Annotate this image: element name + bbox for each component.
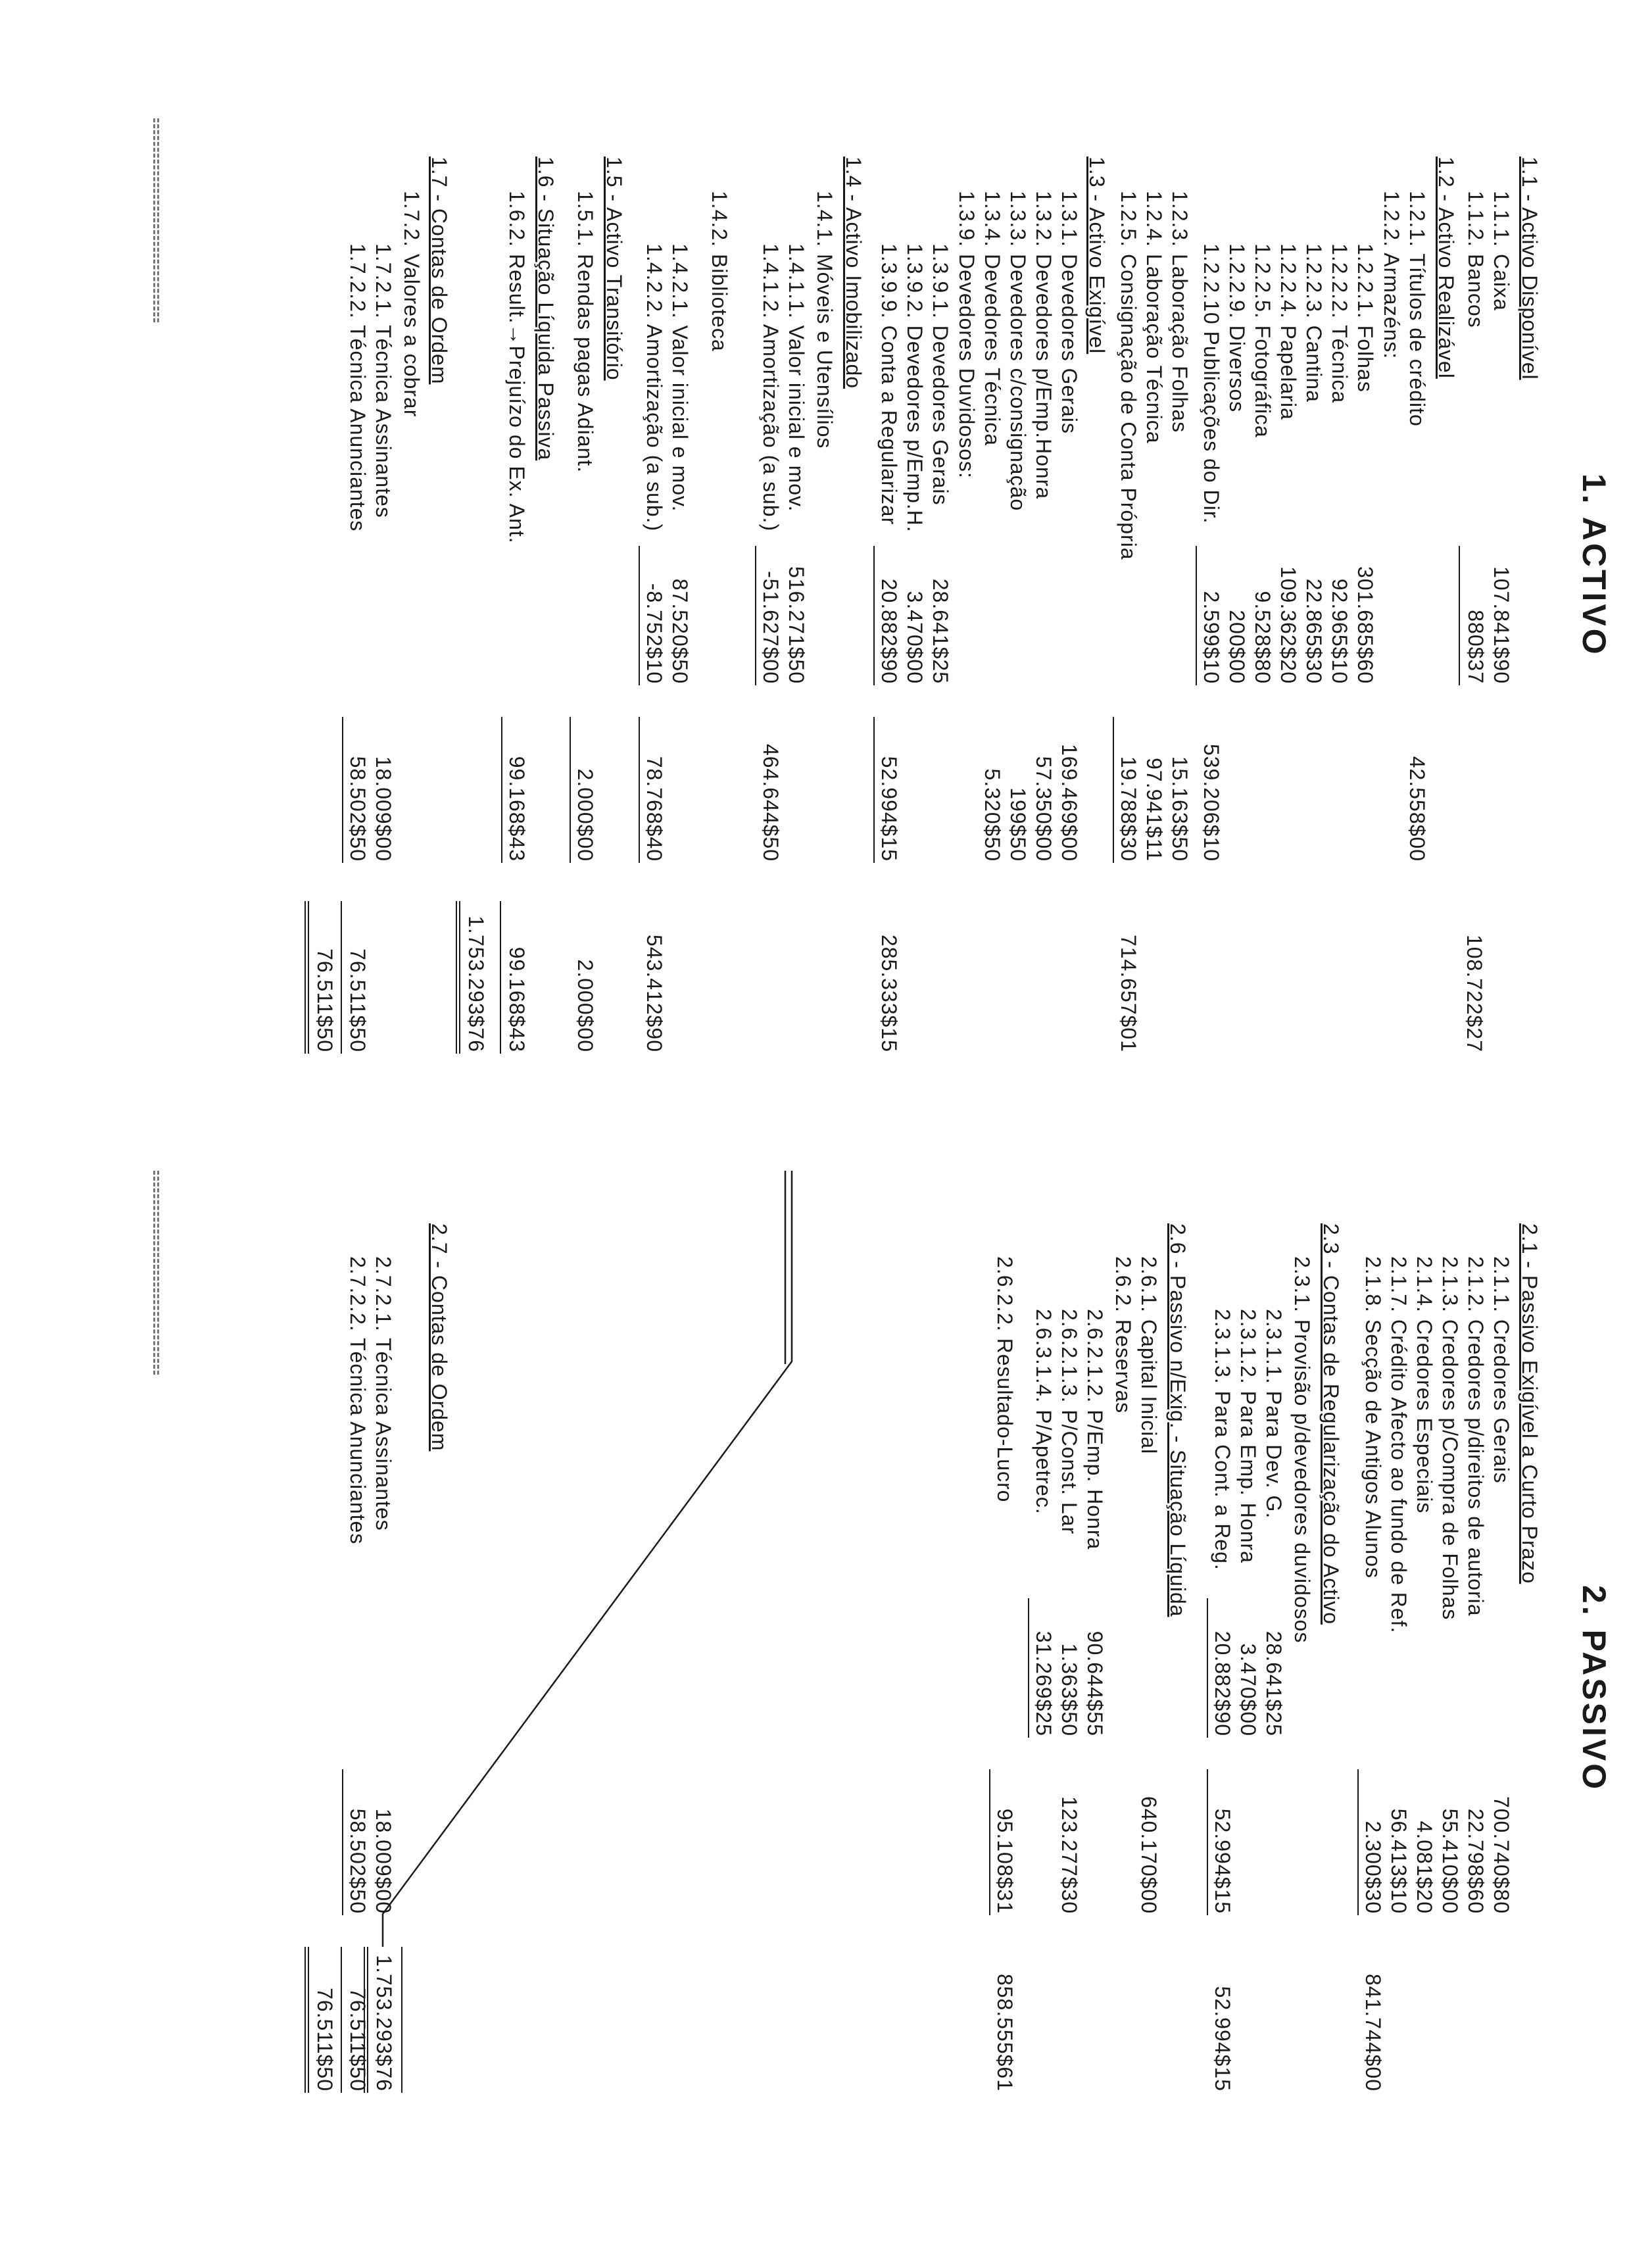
s132-label: 1.3.2. Devedores p/Emp.Honra xyxy=(1032,191,1056,500)
s16-total: 99.168$43 xyxy=(505,946,529,1052)
s134-value: 5.320$50 xyxy=(981,768,1004,862)
s122-subtotal: 539.206$10 xyxy=(1200,743,1223,862)
s21-label: 2.1 - Passivo Exigível a Curto Prazo xyxy=(1518,1223,1542,1584)
s112-value: 880$37 xyxy=(1464,610,1488,684)
s26213-value: 1.363$50 xyxy=(1057,1643,1081,1736)
s133-label: 1.3.3. Devedores c/consignação xyxy=(1006,191,1030,512)
s2311-value: 28.641$25 xyxy=(1262,1630,1286,1736)
s1225-label: 1.2.2.5. Fotográfica xyxy=(1251,243,1275,438)
s12210-label: 1.2.2.10 Publicações do Dir. xyxy=(1200,243,1223,524)
s262-subtotal: 123.277$30 xyxy=(1057,1796,1081,1914)
s17-total: 76.511$50 xyxy=(313,948,337,1052)
s134-label: 1.3.4. Devedores Técnica xyxy=(981,191,1004,447)
s141-subtotal: 464.644$50 xyxy=(759,743,783,862)
s122-label: 1.2.2. Armazéns: xyxy=(1380,191,1403,360)
s261-label: 2.6.1. Capital Inicial xyxy=(1137,1256,1161,1455)
s2722-value: 58.502$50 xyxy=(346,1808,370,1914)
s231-subtotal: 52.994$15 xyxy=(1211,1808,1234,1914)
s139-label: 1.3.9. Devedores Duvidosos: xyxy=(955,191,979,479)
s123-label: 1.2.3. Laboração Folhas xyxy=(1168,191,1192,433)
s111-value: 107.841$90 xyxy=(1490,566,1513,684)
s13-label: 1.3 - Activo Exigível xyxy=(1085,157,1109,355)
s1412-label: 1.4.1.2. Amortização (a sub.) xyxy=(759,243,783,532)
s142-subtotal: 78.768$40 xyxy=(643,756,666,862)
s1721-value: 18.009$00 xyxy=(372,756,395,862)
s1392-value: 3.470$00 xyxy=(903,591,927,684)
s212-value: 22.798$60 xyxy=(1464,1808,1488,1914)
s124-value: 97.941$11 xyxy=(1142,758,1166,862)
s162-label: 1.6.2. Result.→Prejuízo do Ex. Ant. xyxy=(505,191,529,544)
s111-label: 1.1.1. Caixa xyxy=(1490,191,1513,311)
s172-label: 1.7.2. Valores a cobrar xyxy=(400,191,424,418)
s12-label: 1.2 - Activo Realizável xyxy=(1434,157,1458,379)
s162-value: 99.168$43 xyxy=(505,756,529,862)
s121-label: 1.2.1. Títulos de crédito xyxy=(1405,191,1429,427)
s15-total: 2.000$00 xyxy=(573,959,597,1052)
s26213-label: 2.6.2.1.3. P/Const. Lar xyxy=(1057,1309,1081,1535)
s23-label: 2.3 - Contas de Regularização do Activo xyxy=(1319,1223,1343,1625)
s16-label: 1.6 - Situação Líquida Passiva xyxy=(534,157,558,461)
s11-total: 108.722$27 xyxy=(1463,934,1486,1052)
s1222-label: 1.2.2.2. Técnica xyxy=(1328,243,1351,404)
s1722-value: 58.502$50 xyxy=(346,756,370,862)
s1391-value: 28.641$25 xyxy=(929,578,952,684)
s1391-label: 1.3.9.1. Devedores Gerais xyxy=(929,243,952,506)
s1392-label: 1.3.9.2. Devedores p/Emp.H. xyxy=(903,243,927,533)
s1722-label: 1.7.2.2. Técnica Anunciantes xyxy=(346,243,370,532)
s125-value: 19.788$30 xyxy=(1117,756,1140,862)
passivo-title: 2. PASSIVO xyxy=(1576,1585,1613,1792)
s218-label: 2.1.8. Secção de Antigos Alunos xyxy=(1361,1256,1385,1579)
s15-label: 1.5 - Activo Transitório xyxy=(602,157,626,381)
s125-label: 1.2.5. Consignação de Conta Própria xyxy=(1117,191,1140,560)
s2312-value: 3.470$00 xyxy=(1236,1643,1260,1736)
s26-total: 858.555$61 xyxy=(993,1973,1017,2092)
s141-label: 1.4.1. Móveis e Utensílios xyxy=(813,191,837,449)
s2721-label: 2.7.2.1. Técnica Assinantes xyxy=(372,1256,395,1531)
s151-value: 2.000$00 xyxy=(573,768,597,862)
activo-grand-total: 1.753.293$76 xyxy=(464,916,488,1052)
s217-label: 2.1.7. Crédito Afecto ao fundo de Ref. xyxy=(1387,1256,1411,1634)
s1411-label: 1.4.1.1. Valor inicial e mov. xyxy=(785,243,808,512)
s211-value: 700.740$80 xyxy=(1490,1796,1513,1914)
s2313-label: 2.3.1.3. Para Cont. a Reg. xyxy=(1211,1309,1234,1571)
s2313-value: 20.882$90 xyxy=(1211,1630,1234,1736)
s213-label: 2.1.3. Credores p/Compra de Folhas xyxy=(1438,1256,1462,1621)
s23-total: 52.994$15 xyxy=(1211,1986,1234,2092)
s212-label: 2.1.2. Credores p/direitos de autoria xyxy=(1464,1256,1488,1617)
s1221-label: 1.2.2.1. Folhas xyxy=(1353,243,1377,393)
s1399-value: 20.882$90 xyxy=(877,578,901,684)
s1223-label: 1.2.2.3. Cantina xyxy=(1302,243,1326,403)
s12-total: 714.657$01 xyxy=(1117,934,1140,1052)
s2312-label: 2.3.1.2. Para Emp. Honra xyxy=(1236,1309,1260,1563)
s151-label: 1.5.1. Rendas pagas Adiant. xyxy=(573,191,597,474)
s17-label: 1.7 - Contas de Ordem xyxy=(427,157,451,385)
s218-value: 2.300$30 xyxy=(1361,1821,1385,1914)
s27-subtotal: 76.511$50 xyxy=(346,1988,370,2092)
s27-total-double-rule xyxy=(304,1947,309,2093)
s217-value: 56.413$10 xyxy=(1387,1808,1411,1914)
s262-label: 2.6.2. Reservas xyxy=(1111,1256,1135,1414)
s1422-value: -8.752$10 xyxy=(643,583,666,684)
s26212-label: 2.6.2.1.2. P/Emp. Honra xyxy=(1083,1309,1107,1550)
s13-total: 285.333$15 xyxy=(877,934,901,1052)
s1721-label: 1.7.2.1. Técnica Assinantes xyxy=(372,243,395,518)
s1421-label: 1.4.2.1. Valor inicial e mov. xyxy=(668,243,692,512)
s231-label: 2.3.1. Provisão p/devedores duvidosos xyxy=(1290,1256,1314,1644)
s17-subtotal: 76.511$50 xyxy=(346,948,370,1052)
s1422-label: 1.4.2.2. Amortização (a sub.) xyxy=(643,243,666,532)
s124-label: 1.2.4. Laboração Técnica xyxy=(1142,191,1166,444)
s211-label: 2.1.1. Credores Gerais xyxy=(1490,1256,1513,1484)
s1412-value: -51.627$00 xyxy=(759,571,783,684)
s27-total-rule xyxy=(341,1947,342,2093)
s27-total: 76.511$50 xyxy=(313,1988,337,2092)
s1221-value: 301.685$60 xyxy=(1353,566,1377,684)
s112-label: 1.1.2. Bancos xyxy=(1464,191,1488,328)
s26-label: 2.6 - Passivo n/Exig. - Situação Líquida xyxy=(1166,1223,1190,1617)
passivo-total-rule xyxy=(401,1947,402,2093)
s1229-label: 1.2.2.9. Diversos xyxy=(1225,243,1249,413)
s14-total: 543.412$90 xyxy=(643,934,666,1052)
s14-label: 1.4 - Activo Imobilizado xyxy=(842,157,865,389)
s27-sub-rule xyxy=(342,1769,343,1915)
s1222-value: 92.965$10 xyxy=(1328,578,1351,684)
s21-total: 841.744$00 xyxy=(1361,1973,1385,2092)
s214-value: 4.081$20 xyxy=(1413,1821,1436,1914)
s26314-value: 31.269$25 xyxy=(1032,1630,1056,1736)
passivo-end-dashed-rule xyxy=(153,1171,159,1375)
s2722-label: 2.7.2.2. Técnica Anunciantes xyxy=(346,1256,370,1545)
s1411-value: 516.271$50 xyxy=(785,566,808,684)
s1224-label: 1.2.2.4. Papelaria xyxy=(1276,243,1300,420)
s131-label: 1.3.1. Devedores Gerais xyxy=(1057,191,1081,434)
s1229-value: 200$00 xyxy=(1225,610,1249,684)
s2622-value: 95.108$31 xyxy=(993,1808,1017,1914)
s139-subtotal: 52.994$15 xyxy=(877,756,901,862)
s123-value: 15.163$50 xyxy=(1168,756,1192,862)
s1223-value: 22.865$30 xyxy=(1302,578,1326,684)
s2721-value: 18.009$00 xyxy=(372,1808,395,1914)
passivo-grand-total: 1.753.293$76 xyxy=(372,1955,396,2092)
s1421-value: 87.520$50 xyxy=(668,578,692,684)
s132-value: 57.350$00 xyxy=(1032,756,1056,862)
s133-value: 199$50 xyxy=(1006,787,1030,862)
s11-label: 1.1 - Activo Disponível xyxy=(1518,157,1542,380)
s26212-value: 90.644$55 xyxy=(1083,1630,1107,1736)
activo-title: 1. ACTIVO xyxy=(1576,474,1613,657)
s214-label: 2.1.4. Credores Especiais xyxy=(1413,1256,1436,1514)
s1224-value: 109.362$20 xyxy=(1276,566,1300,684)
s27-label: 2.7 - Contas de Ordem xyxy=(427,1223,451,1452)
s131-value: 169.469$00 xyxy=(1057,743,1081,862)
s26314-label: 2.6.3.1.4. P/Apetrec. xyxy=(1032,1309,1056,1515)
s12210-value: 2.599$10 xyxy=(1200,591,1223,684)
s2311-label: 2.3.1.1. Para Dev. G. xyxy=(1262,1309,1286,1519)
s121-value: 42.558$00 xyxy=(1405,756,1429,862)
s1399-label: 1.3.9.9. Conta a Regularizar xyxy=(877,243,901,526)
s213-value: 55.410$00 xyxy=(1438,1808,1462,1914)
s142-label: 1.4.2. Biblioteca xyxy=(708,191,731,352)
s1225-value: 9.528$80 xyxy=(1251,591,1275,684)
s2622-label: 2.6.2.2. Resultado-Lucro xyxy=(993,1256,1017,1503)
s261-value: 640.170$00 xyxy=(1137,1796,1161,1914)
